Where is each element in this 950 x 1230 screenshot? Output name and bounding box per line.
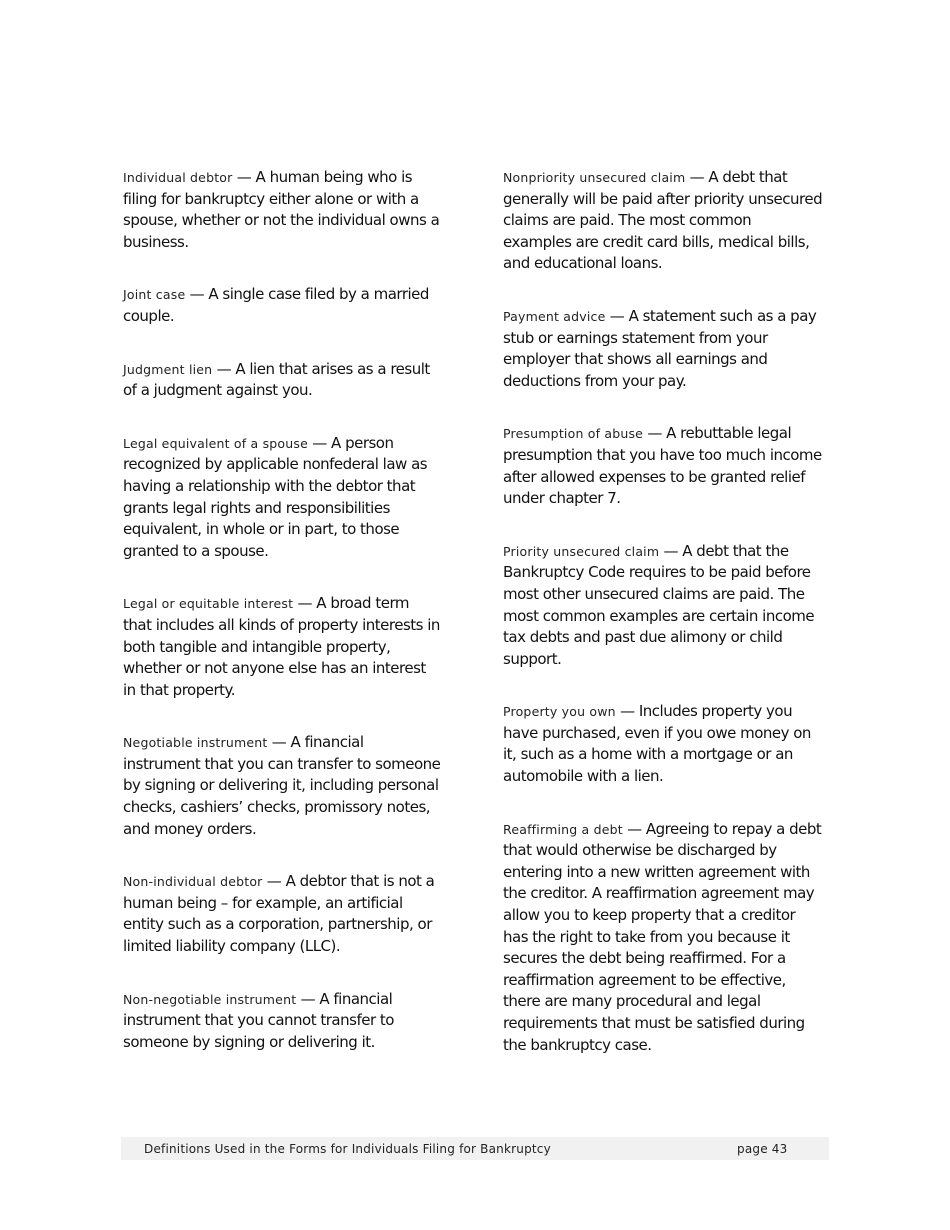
definition-entry-joint-case: [123, 284, 441, 327]
term: Non-individual debtor: [123, 874, 263, 890]
term: Judgment lien: [123, 361, 213, 377]
term: Priority unsecured claim: [503, 543, 660, 559]
definition-entry-non-individual-debtor: [123, 871, 441, 957]
term: Reaffirming a debt: [503, 821, 623, 837]
definition-text: A person recognized by applicable nonfederal law as having a relationship with the debtor that grants legal rights and responsibilities equivalent, in whole or in part, to those granted to a spouse.: [123, 433, 428, 560]
term: Property you own: [503, 704, 616, 720]
definition-text: A statement such as a pay stub or earnings statement from your employer that shows all earnings and deductions from your pay.: [503, 306, 817, 390]
definition-entry-legal-equivalent-of-a-spouse: [123, 433, 441, 563]
separator: —: [659, 541, 683, 560]
definition-entry-priority-unsecured-claim: [503, 541, 823, 671]
definition-entry-negotiable-instrument: [123, 732, 441, 840]
left-column: [123, 167, 441, 1084]
separator: —: [615, 702, 639, 721]
definition-text: A debtor that is not a human being – for example, an artificial entity such as a corporation, partnership, or limited liability company (LLC).: [123, 872, 435, 956]
separator: —: [605, 306, 629, 325]
term: Individual debtor: [123, 170, 233, 185]
definition-text: A financial instrument that you can transfer to someone by signing or delivering it, including personal checks, cashiers’ checks, promissory notes, and money orders.: [123, 733, 441, 838]
definition-text: A single case filed by a married couple.: [123, 285, 429, 325]
term: Negotiable instrument: [123, 735, 268, 751]
term: Non-negotiable instrument: [123, 991, 297, 1007]
separator: —: [185, 285, 209, 304]
definition-entry-reaffirming-a-debt: [503, 819, 823, 1057]
separator: —: [212, 359, 236, 378]
term: Presumption of abuse: [503, 426, 644, 442]
footer-title: Definitions Used in the Forms for Individuals Filing for Bankruptcy: [144, 1142, 551, 1156]
definition-entry-presumption-of-abuse: [503, 423, 823, 509]
separator: —: [262, 872, 286, 891]
separator: —: [267, 733, 291, 752]
definition-entry-non-negotiable-instrument: [123, 989, 441, 1054]
definition-entry-judgment-lien: [123, 359, 441, 402]
separator: —: [296, 989, 320, 1008]
definition-text: A lien that arises as a result of a judgment against you.: [123, 359, 430, 400]
definition-text: A debt that generally will be paid after priority unsecured claims are paid. The most common examples are credit card bills, medical bills, and educational loans.: [503, 168, 823, 273]
separator: —: [685, 168, 709, 186]
definition-entry-individual-debtor: [123, 167, 441, 253]
separator: —: [643, 424, 667, 443]
term: Legal or equitable interest: [123, 596, 294, 612]
definition-entry-property-you-own: [503, 701, 823, 787]
page-number: page 43: [737, 1142, 788, 1156]
term: Legal equivalent of a spouse: [123, 435, 308, 451]
definition-entry-legal-or-equitable-interest: [123, 593, 441, 701]
definition-text: Includes property you have purchased, even if you owe money on it, such as a home with a mortgage or an automobile with a lien.: [503, 702, 811, 786]
definition-text: A human being who is filing for bankruptcy either alone or with a spouse, whether or not the individual owns a business.: [123, 168, 440, 251]
separator: —: [293, 594, 317, 613]
definition-text: A financial instrument that you cannot transfer to someone by signing or delivering it.: [123, 989, 394, 1051]
definition-text: A broad term that includes all kinds of property interests in both tangible and intangible property, whether or not anyone else has an interest in that property.: [123, 594, 440, 699]
term: Nonpriority unsecured claim: [503, 170, 686, 185]
page-footer: [121, 1137, 829, 1160]
separator: —: [308, 433, 332, 452]
term: Payment advice: [503, 308, 606, 324]
definition-entry-payment-advice: [503, 306, 823, 392]
term: Joint case: [123, 287, 186, 303]
definition-entry-nonpriority-unsecured-claim: [503, 167, 823, 275]
definition-text: A debt that the Bankruptcy Code requires to be paid before most other unsecured claims are paid. The most common examples are certain income tax debts and past due alimony or child support.: [503, 541, 815, 668]
right-column: [503, 167, 823, 1087]
definition-text: A rebuttable legal presumption that you have too much income after allowed expenses to be granted relief under chapter 7.: [503, 424, 822, 508]
separator: —: [232, 168, 256, 186]
separator: —: [622, 819, 646, 838]
definition-text: Agreeing to repay a debt that would otherwise be discharged by entering into a new written agreement with the creditor. A reaffirmation agreement may allow you to keep property that a creditor has the right to take from you because it secures the debt being reaffirmed. For a reaffirmation agreement to be effective, there are many procedural and legal requirements that must be satisfied during the bankruptcy case.: [503, 819, 822, 1054]
